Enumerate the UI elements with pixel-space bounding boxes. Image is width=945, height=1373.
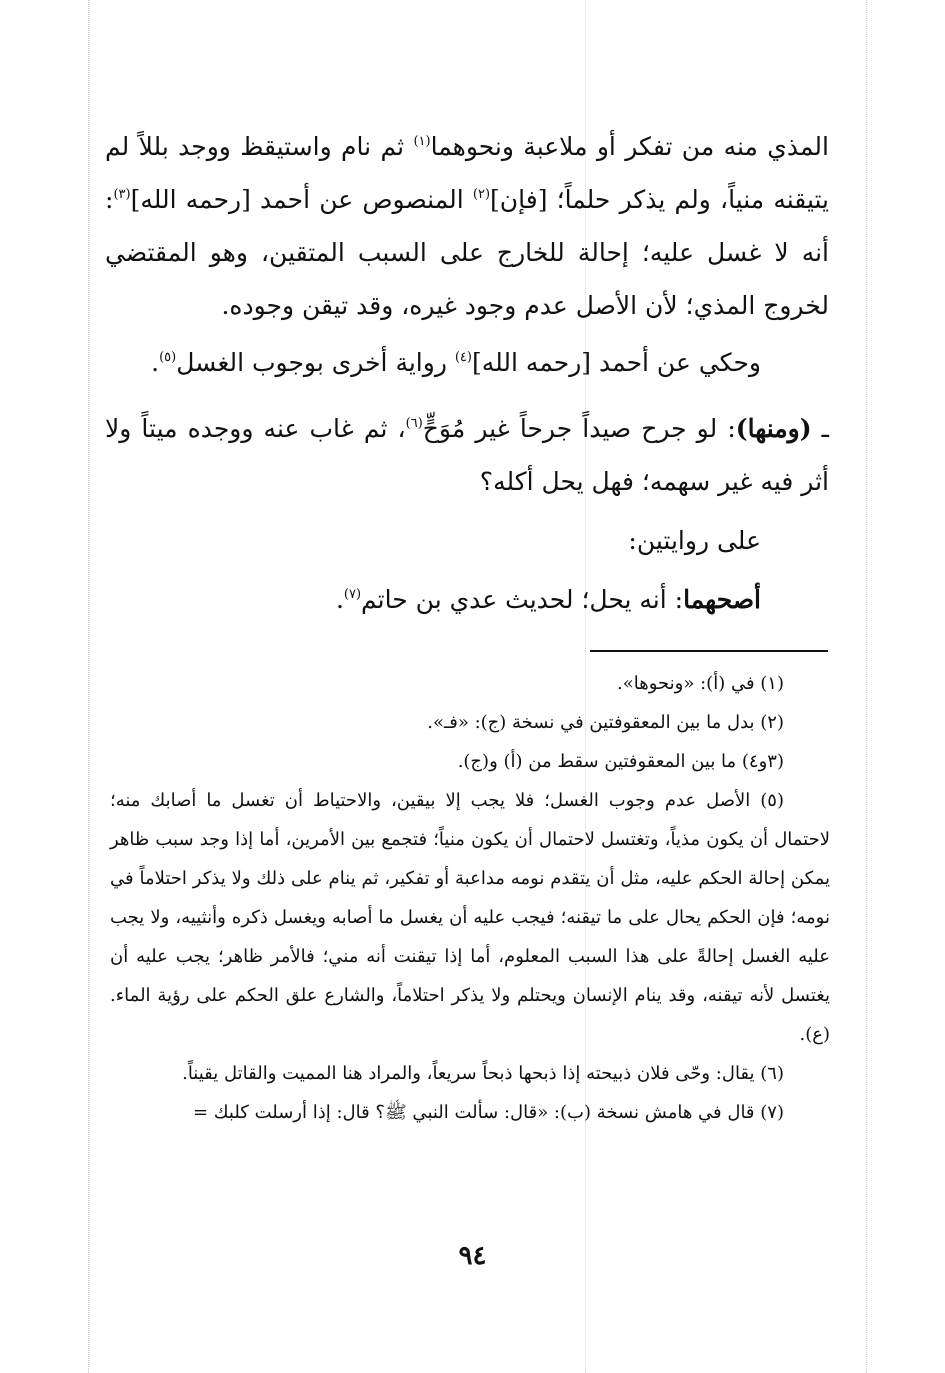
text-run: ، ثم غاب عنه ووجده ميتاً ولا أثر فيه غير سهمه؛ فهل يحل أكله؟: [105, 414, 829, 496]
paragraph: [105, 573, 829, 626]
footnote: (٥) الأصل عدم وجوب الغسل؛ فلا يجب إلا بيقين، والاحتياط أن تغسل ما أصابك منه؛ لاحتمال أن يكون مذياً، وتغتسل لاحتمال أن يكون منياً؛ فتجمع بين الأمرين، أما إذا وجد سبب ظاهر يمكن إحالة الحكم عليه، مثل أن يتقدم نومه مداعبة أو تفكير، ثم ينام على ذلك ولا يذكر احتلاماً في نومه؛ فإن الحكم يحال على ما تيقنه؛ فيجب عليه أن يغسل ما أصابه ويغسل ذكره وأنثييه، ولا يجب عليه الغسل إحالةً على هذا السبب المعلوم، أما إذا تيقنت أنه مني؛ فالأمر ظاهر؛ يجب عليه أن يغتسل لأنه تيقنه، وقد ينام الإنسان ويحتلم ولا يذكر احتلاماً، والشارع علق الحكم على رؤية الماء. (ع).: [110, 790, 830, 1045]
text-run: .: [335, 585, 344, 614]
footnote: (٧) قال في هامش نسخة (ب): «قال: سألت النبي ﷺ؟ قال: إذا أرسلت كلبك =: [192, 1102, 784, 1123]
footnote-separator: [590, 650, 828, 652]
bold-heading: أصحهما: [683, 585, 761, 614]
footnotes: [110, 664, 830, 1132]
footnote-ref: (٦): [405, 416, 423, 431]
footnote: (٢) بدل ما بين المعقوفتين في نسخة (ج): «فـ».: [427, 712, 784, 733]
text-run: المنصوص عن أحمد [رحمه الله]: [130, 185, 473, 214]
text-run: : لو جرح صيداً جرحاً غير مُوَحٍّ: [422, 414, 736, 443]
footnote-ref: (٢): [472, 187, 491, 202]
text-run: ثم نام واستيقظ ووجد بللاً لم يتيقنه منياً، ولم يذكر حلماً؛ [فإن]: [105, 132, 829, 214]
bold-heading: (ومنها): [735, 414, 812, 443]
text-run: وحكي عن أحمد [رحمه الله]: [471, 348, 761, 377]
text-run: المذي منه من تفكر أو ملاعبة ونحوهما: [430, 132, 829, 161]
paragraph: [105, 336, 829, 389]
footnote: (٦) يقال: وحّى فلان ذبيحته إذا ذبحها ذبحاً سريعاً، والمراد هنا المميت والقاتل يقيناً.: [182, 1063, 784, 1084]
footnote-ref: (٧): [343, 587, 362, 602]
footnote: (٣و٤) ما بين المعقوفتين سقط من (أ) و(ج).: [457, 751, 784, 772]
footnote-ref: (٥): [159, 350, 177, 365]
page-number: ٩٤: [458, 1241, 487, 1271]
paragraph: [105, 402, 829, 508]
scan-guide-line: [866, 0, 867, 1373]
footnote-ref: (٣): [113, 187, 131, 202]
text-run: .: [151, 348, 160, 377]
footnote: (١) في (أ): «ونحوها».: [617, 673, 784, 694]
scan-guide-line: [88, 0, 89, 1373]
footnote-ref: (٤): [454, 350, 472, 365]
text-run: : أنه يحل؛ لحديث عدي بن حاتم: [361, 585, 684, 614]
text-run: ـ: [811, 414, 829, 443]
text-run: : أنه لا غسل عليه؛ إحالة للخارج على السبب المتقين، وهو المقتضي لخروج المذي؛ لأن الأصل عدم وجود غيره، وقد تيقن وجوده.: [105, 185, 829, 320]
paragraph: على روايتين:: [628, 526, 761, 555]
text-run: رواية أخرى بوجوب الغسل: [176, 348, 455, 377]
paragraph: [105, 120, 829, 332]
footnote-ref: (١): [413, 134, 431, 149]
